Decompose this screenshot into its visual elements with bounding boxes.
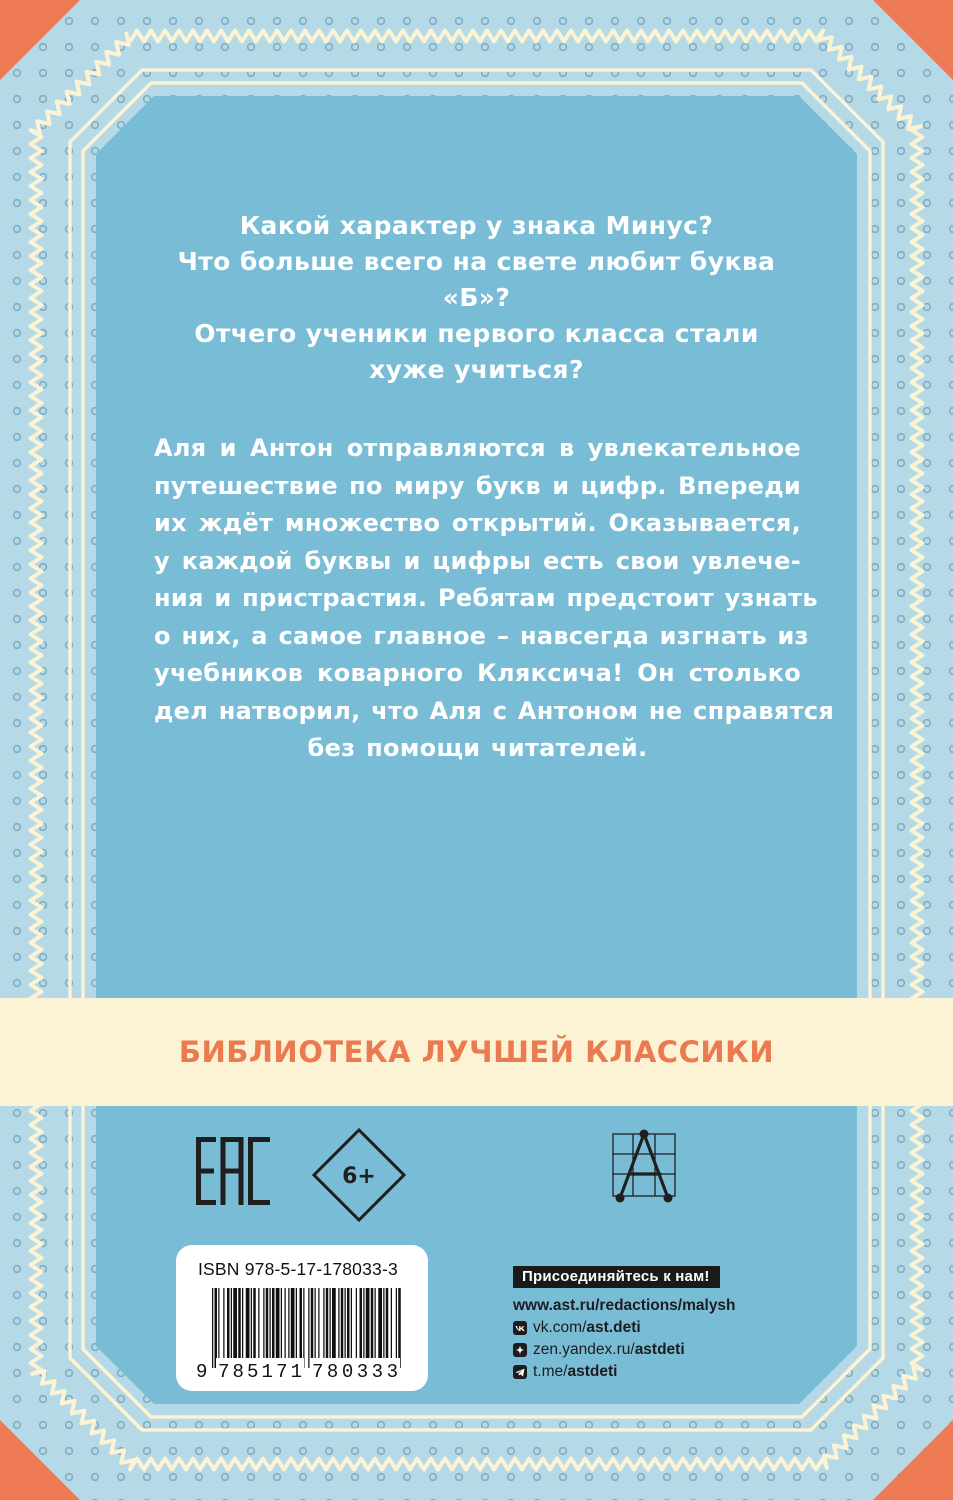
barcode-bar — [215, 1288, 218, 1368]
barcode-bar — [332, 1288, 336, 1360]
barcode-bar — [323, 1288, 324, 1360]
series-title: БИБЛИОТЕКА ЛУЧШЕЙ КЛАССИКИ — [178, 1035, 775, 1069]
barcode-bar — [396, 1288, 397, 1360]
barcode-bar — [311, 1288, 314, 1360]
barcode-bar — [330, 1288, 331, 1360]
telegram-url-prefix: t.me/ — [533, 1363, 568, 1380]
barcode — [196, 1288, 412, 1380]
barcode-bar — [315, 1288, 316, 1360]
barcode-bar — [398, 1288, 401, 1368]
zen-url-prefix: zen.yandex.ru/ — [533, 1341, 635, 1358]
annotation-line: учебников коварного Кляксича! Он столько — [154, 659, 801, 687]
barcode-bar — [212, 1288, 213, 1368]
barcode-bar — [276, 1288, 280, 1360]
annotation-line: Аля и Антон отправляются в увлекательное — [154, 434, 801, 462]
barcode-bar — [366, 1288, 370, 1360]
barcode-bar — [238, 1288, 241, 1360]
barcode-bar — [266, 1288, 269, 1360]
barcode-bar — [272, 1288, 275, 1360]
teaser-question: хуже учиться? — [369, 355, 584, 384]
annotation-line: путешествие по миру букв и цифр. Впереди — [154, 471, 801, 500]
teaser-question: Какой характер у знака Минус? — [239, 211, 714, 240]
barcode-bar — [227, 1288, 230, 1360]
publisher-logo — [603, 1126, 685, 1208]
barcode-bar — [263, 1288, 264, 1360]
barcode-bar — [218, 1288, 219, 1360]
teaser-question: Отчего ученики первого класса стали — [194, 319, 759, 348]
vk-url-prefix: vk.com/ — [533, 1319, 587, 1336]
barcode-bar — [391, 1288, 392, 1360]
barcode-digit-prefix: 9 — [196, 1361, 208, 1380]
barcode-bar — [356, 1288, 357, 1360]
barcode-bar — [371, 1288, 374, 1360]
barcode-bar — [246, 1288, 250, 1360]
barcode-bar — [270, 1288, 271, 1360]
barcode-bar — [253, 1288, 256, 1360]
barcode-bar — [281, 1288, 282, 1360]
barcode-bar — [223, 1288, 224, 1360]
barcode-bar — [258, 1288, 259, 1360]
vk-icon — [513, 1321, 527, 1335]
barcode-bar — [378, 1288, 382, 1360]
barcode-bar — [351, 1288, 352, 1360]
annotation-line: ния и пристрастия. Ребятам предстоит узнать — [154, 584, 818, 612]
barcode-bar — [360, 1288, 363, 1360]
telegram-icon — [513, 1365, 527, 1379]
barcode-bar — [318, 1288, 319, 1360]
barcode-bar — [300, 1288, 303, 1360]
telegram-handle: astdeti — [567, 1363, 618, 1380]
join-us-label: Присоединяйтесь к нам! — [513, 1266, 720, 1288]
barcode-bar — [288, 1288, 289, 1360]
annotation-line: о них, а самое главное – навсегда изгнать из — [154, 621, 809, 650]
vk-link[interactable] — [513, 1319, 783, 1337]
barcode-bar — [383, 1288, 384, 1360]
age-rating-text: 6+ — [342, 1164, 376, 1189]
barcode-bar — [347, 1288, 350, 1360]
barcode-bar — [296, 1288, 297, 1360]
annotation-line: без помощи читателей. — [307, 734, 648, 762]
barcode-bar — [341, 1288, 344, 1360]
barcode-bar — [386, 1288, 389, 1360]
barcode-bar — [285, 1288, 286, 1360]
zen-handle: astdeti — [634, 1341, 685, 1358]
website-link[interactable]: www.ast.ru/redactions/malysh — [513, 1297, 736, 1314]
barcode-bar — [363, 1288, 364, 1360]
isbn-label: ISBN 978-5-17-178033-3 — [198, 1259, 398, 1279]
barcode-bar — [375, 1288, 376, 1360]
telegram-link[interactable] — [513, 1363, 783, 1381]
barcode-digits-left: 785171 — [218, 1361, 302, 1380]
barcode-bar — [308, 1288, 309, 1368]
barcode-bar — [326, 1288, 329, 1360]
annotation-line: у каждой буквы и цифры есть свои увлече- — [154, 546, 801, 575]
barcode-bar — [338, 1288, 339, 1360]
isbn-barcode-box — [176, 1245, 428, 1391]
barcode-bar — [345, 1288, 346, 1360]
teaser-question: Что больше всего на свете любит буква «Б»? — [177, 247, 776, 312]
barcode-bar — [291, 1288, 295, 1360]
eac-certification-logo — [196, 1137, 272, 1205]
series-band — [0, 998, 953, 1106]
book-description — [148, 208, 835, 768]
barcode-digits-right: 780333 — [312, 1361, 398, 1380]
barcode-bar — [233, 1288, 237, 1360]
annotation-line: дел натворил, что Аля с Антоном не справятся — [154, 696, 835, 725]
zen-link[interactable] — [513, 1341, 783, 1359]
zen-icon — [513, 1343, 527, 1357]
teaser-questions — [148, 208, 805, 388]
barcode-bar — [303, 1288, 304, 1368]
annotation-line: их ждёт множество открытий. Оказывается, — [154, 509, 801, 537]
age-rating-badge — [309, 1125, 409, 1225]
publisher-contacts — [513, 1266, 783, 1381]
barcode-bar — [251, 1288, 252, 1360]
annotation-text — [148, 430, 835, 768]
barcode-bar — [231, 1288, 232, 1360]
barcode-bar — [242, 1288, 243, 1360]
vk-handle: ast.deti — [586, 1319, 641, 1336]
